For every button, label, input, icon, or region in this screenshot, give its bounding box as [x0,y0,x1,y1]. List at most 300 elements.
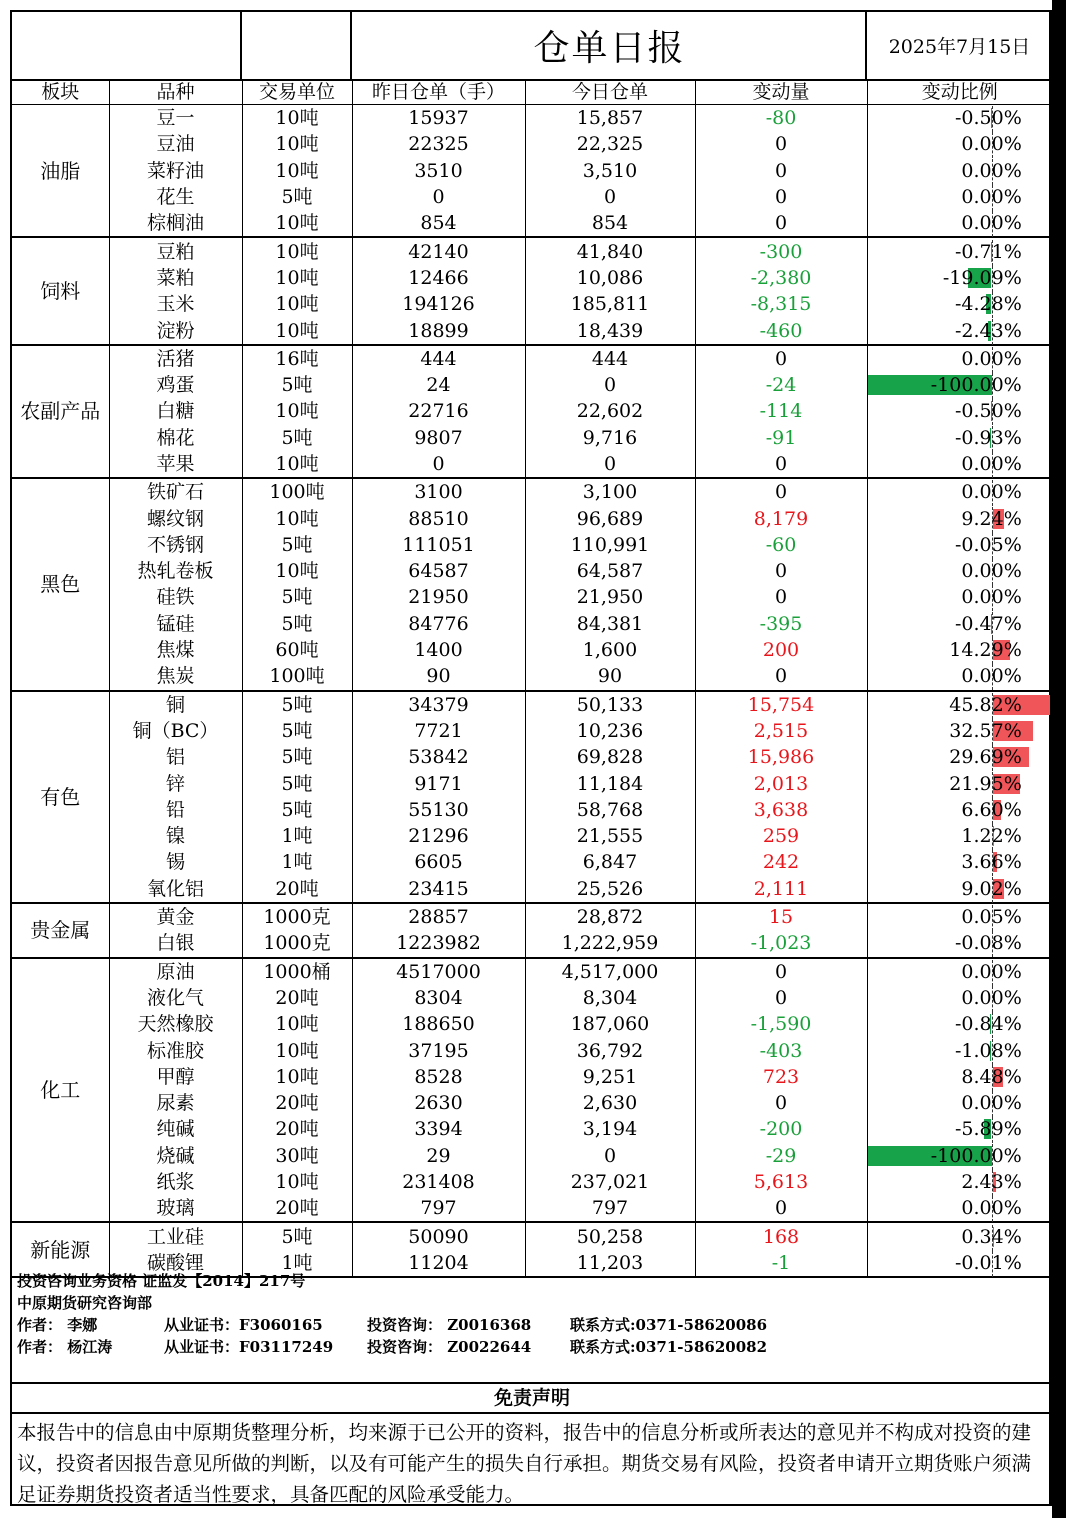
col-header-prev: 昨日仓单（手） [352,79,525,105]
variety-cell: 白糖 [109,398,242,424]
ratio-cell [867,345,1052,372]
change-cell: 0 [695,158,867,184]
today-cell: 21,950 [525,584,695,610]
ratio-cell [867,1195,1052,1222]
ratio-wrap [868,240,1053,264]
prev-cell: 797 [352,1195,525,1222]
prev-cell: 64587 [352,558,525,584]
unit-cell: 5吨 [242,770,352,796]
change-cell: 0 [695,958,867,985]
ratio-wrap [868,559,1053,583]
variety-cell: 焦煤 [109,637,242,663]
table-row [12,958,1052,985]
prev-cell: 0 [352,184,525,210]
col-header-unit: 交易单位 [242,79,352,105]
board-cell: 油脂 [12,105,109,238]
change-cell: 2,515 [695,718,867,744]
table-row [12,372,1052,398]
unit-cell: 5吨 [242,691,352,718]
ratio-text: 14.29% [949,639,1022,662]
author-1-advisory: 投资咨询： Z0016368 [367,1316,532,1334]
board-cell: 黑色 [12,478,109,690]
ratio-cell [867,1116,1052,1142]
table-row [12,451,1052,478]
variety-cell: 玉米 [109,291,242,317]
variety-cell: 硅铁 [109,584,242,610]
ratio-cell [867,797,1052,823]
ratio-wrap [868,1012,1053,1036]
ratio-text: -100.00% [930,1144,1022,1167]
ratio-wrap [868,612,1053,636]
variety-cell: 不锈钢 [109,532,242,558]
ratio-cell [867,876,1052,903]
prev-cell: 21950 [352,584,525,610]
ratio-cell [867,663,1052,690]
variety-cell: 碳酸锂 [109,1250,242,1277]
ratio-cell [867,158,1052,184]
board-cell: 饲料 [12,237,109,344]
ratio-wrap [868,266,1053,290]
table-body [12,105,1052,1278]
ratio-cell [867,849,1052,875]
table-row [12,663,1052,690]
ratio-wrap [868,585,1053,609]
variety-cell: 锌 [109,770,242,796]
table-row [12,398,1052,424]
change-cell: -200 [695,1116,867,1142]
ratio-cell [867,265,1052,291]
table-row [12,770,1052,796]
ratio-cell [867,691,1052,718]
change-cell: 0 [695,584,867,610]
variety-cell: 铝 [109,744,242,770]
table-row [12,611,1052,637]
dept-line: 中原期货研究咨询部 [17,1294,153,1312]
ratio-text: 0.00% [961,986,1022,1009]
change-cell: 259 [695,823,867,849]
ratio-wrap [868,1117,1053,1141]
unit-cell: 1吨 [242,823,352,849]
unit-cell: 10吨 [242,131,352,157]
ratio-text: -0.71% [954,240,1022,263]
prev-cell: 55130 [352,797,525,823]
change-cell: -403 [695,1037,867,1063]
prev-cell: 21296 [352,823,525,849]
unit-cell: 10吨 [242,265,352,291]
table-row [12,1116,1052,1142]
ratio-cell [867,425,1052,451]
ratio-cell [867,372,1052,398]
qualification-line: 投资咨询业务资格 证监发【2014】217号 [17,1272,306,1290]
today-cell: 3,510 [525,158,695,184]
table-row [12,985,1052,1011]
ratio-text: 0.00% [961,212,1022,235]
unit-cell: 1000桶 [242,958,352,985]
variety-cell: 活猪 [109,345,242,372]
change-cell: -29 [695,1143,867,1169]
variety-cell: 锰硅 [109,611,242,637]
unit-cell: 10吨 [242,158,352,184]
disclaimer-text: 本报告中的信息由中原期货整理分析，均来源于已公开的资料，报告中的信息分析或所表达的意见并不构成对投资的建议，投资者因报告意见所做的判断，以及有可能产生的损失自行承担。期货交易有风险，投资者申请开立期货账户须满足证券期货投资者适当性要求，具备匹配的风险承受能力。 [17,1421,1032,1506]
prev-cell: 12466 [352,265,525,291]
prev-cell: 23415 [352,876,525,903]
variety-cell: 豆油 [109,131,242,157]
ratio-wrap [868,931,1053,955]
table-row [12,131,1052,157]
change-cell: 723 [695,1064,867,1090]
prev-cell: 9807 [352,425,525,451]
ratio-wrap [868,1091,1053,1115]
variety-cell: 黄金 [109,903,242,930]
variety-cell: 铜 [109,691,242,718]
ratio-wrap [868,1251,1053,1275]
ratio-text: 2.43% [961,1171,1022,1194]
ratio-wrap [868,533,1053,557]
table-row [12,158,1052,184]
unit-cell: 10吨 [242,1169,352,1195]
ratio-text: -0.50% [954,400,1022,423]
prev-cell: 7721 [352,718,525,744]
ratio-text: 0.00% [961,159,1022,182]
ratio-cell [867,505,1052,531]
ratio-cell [867,1143,1052,1169]
ratio-cell [867,291,1052,317]
unit-cell: 5吨 [242,797,352,823]
unit-cell: 20吨 [242,876,352,903]
ratio-wrap [868,693,1053,717]
ratio-wrap [868,106,1053,130]
change-cell: 3,638 [695,797,867,823]
today-cell: 187,060 [525,1011,695,1037]
header-blank-cell [12,12,242,79]
variety-cell: 纸浆 [109,1169,242,1195]
prev-cell: 84776 [352,611,525,637]
prev-cell: 90 [352,663,525,690]
table-row [12,558,1052,584]
ratio-wrap [868,480,1053,504]
ratio-wrap [868,292,1053,316]
author-2-cert: 从业证书：F03117249 [164,1338,334,1356]
ratio-cell [867,210,1052,237]
today-cell: 15,857 [525,105,695,132]
variety-cell: 烧碱 [109,1143,242,1169]
variety-cell: 玻璃 [109,1195,242,1222]
ratio-text: 0.00% [961,665,1022,688]
ratio-wrap [868,986,1053,1010]
ratio-cell [867,237,1052,264]
unit-cell: 20吨 [242,985,352,1011]
ratio-wrap [868,399,1053,423]
today-cell: 110,991 [525,532,695,558]
ratio-cell [867,718,1052,744]
ratio-cell [867,930,1052,957]
table-row [12,584,1052,610]
ratio-wrap [868,719,1053,743]
prev-cell: 34379 [352,691,525,718]
unit-cell: 10吨 [242,1064,352,1090]
today-cell: 11,184 [525,770,695,796]
ratio-wrap [868,319,1053,343]
header-blank-cell [242,12,352,79]
today-cell: 58,768 [525,797,695,823]
prev-cell: 4517000 [352,958,525,985]
ratio-cell [867,1011,1052,1037]
today-cell: 22,602 [525,398,695,424]
ratio-text: -4.28% [954,293,1022,316]
change-cell: 0 [695,985,867,1011]
ratio-cell [867,903,1052,930]
unit-cell: 5吨 [242,744,352,770]
unit-cell: 5吨 [242,584,352,610]
variety-cell: 花生 [109,184,242,210]
today-cell: 96,689 [525,505,695,531]
ratio-cell [867,532,1052,558]
prev-cell: 22716 [352,398,525,424]
author-2-contact: 联系方式:0371-58620082 [570,1338,768,1356]
table-row [12,291,1052,317]
today-cell: 84,381 [525,611,695,637]
ratio-text: 21.95% [949,772,1022,795]
variety-cell: 螺纹钢 [109,505,242,531]
ratio-wrap [868,185,1053,209]
ratio-wrap [868,159,1053,183]
ratio-cell [867,985,1052,1011]
table-row [12,210,1052,237]
unit-cell: 100吨 [242,663,352,690]
change-cell: 0 [695,451,867,478]
ratio-cell [867,823,1052,849]
variety-cell: 菜籽油 [109,158,242,184]
table-row [12,184,1052,210]
ratio-text: 9.02% [961,877,1022,900]
ratio-cell [867,637,1052,663]
today-cell: 0 [525,372,695,398]
change-cell: 0 [695,1090,867,1116]
ratio-text: 0.00% [961,186,1022,209]
table-row [12,1143,1052,1169]
today-cell: 1,600 [525,637,695,663]
col-header-change: 变动量 [695,79,867,105]
ratio-cell [867,1037,1052,1063]
prev-cell: 28857 [352,903,525,930]
table-row [12,930,1052,957]
unit-cell: 10吨 [242,558,352,584]
change-cell: 2,111 [695,876,867,903]
ratio-text: 0.00% [961,960,1022,983]
report-header [12,12,1049,81]
prev-cell: 3394 [352,1116,525,1142]
table-row [12,849,1052,875]
ratio-wrap [868,960,1053,984]
board-cell: 新能源 [12,1222,109,1277]
variety-cell: 棉花 [109,425,242,451]
table-row [12,1169,1052,1195]
ratio-wrap [868,1065,1053,1089]
ratio-text: 0.00% [961,1197,1022,1220]
prev-cell: 3510 [352,158,525,184]
ratio-text: 0.00% [961,133,1022,156]
change-cell: 5,613 [695,1169,867,1195]
ratio-wrap [868,132,1053,156]
ratio-text: 0.00% [961,1092,1022,1115]
today-cell: 11,203 [525,1250,695,1277]
ratio-text: -0.50% [954,107,1022,130]
today-cell: 10,236 [525,718,695,744]
col-header-variety: 品种 [109,79,242,105]
prev-cell: 53842 [352,744,525,770]
prev-cell: 42140 [352,237,525,264]
ratio-text: 1.22% [961,825,1022,848]
unit-cell: 60吨 [242,637,352,663]
variety-cell: 鸡蛋 [109,372,242,398]
ratio-cell [867,1169,1052,1195]
table-row [12,532,1052,558]
table-row [12,317,1052,344]
table-row [12,876,1052,903]
board-cell: 有色 [12,691,109,903]
prev-cell: 0 [352,451,525,478]
change-cell: 242 [695,849,867,875]
table-row [12,105,1052,132]
ratio-cell [867,1064,1052,1090]
unit-cell: 10吨 [242,1037,352,1063]
prev-cell: 18899 [352,317,525,344]
ratio-text: 0.00% [961,347,1022,370]
change-cell: -1,023 [695,930,867,957]
ratio-cell [867,451,1052,478]
ratio-cell [867,184,1052,210]
ratio-text: -0.08% [954,932,1022,955]
change-cell: -80 [695,105,867,132]
ratio-text: 8.48% [961,1065,1022,1088]
prev-cell: 15937 [352,105,525,132]
variety-cell: 工业硅 [109,1222,242,1249]
unit-cell: 1000克 [242,930,352,957]
unit-cell: 5吨 [242,425,352,451]
change-cell: 0 [695,184,867,210]
table-header-row [12,79,1052,105]
ratio-text: -100.00% [930,374,1022,397]
ratio-cell [867,105,1052,132]
prev-cell: 854 [352,210,525,237]
variety-cell: 豆粕 [109,237,242,264]
today-cell: 21,555 [525,823,695,849]
change-cell: 0 [695,478,867,505]
ratio-wrap [868,211,1053,235]
prev-cell: 231408 [352,1169,525,1195]
ratio-wrap [868,664,1053,688]
author-2: 作者： 杨江涛 [17,1338,113,1356]
ratio-wrap [868,772,1053,796]
today-cell: 797 [525,1195,695,1222]
ratio-wrap [868,347,1053,371]
ratio-text: -5.89% [954,1118,1022,1141]
change-cell: -1 [695,1250,867,1277]
prev-cell: 22325 [352,131,525,157]
table-row [12,1011,1052,1037]
board-cell: 化工 [12,958,109,1223]
change-cell: -300 [695,237,867,264]
unit-cell: 10吨 [242,210,352,237]
ratio-wrap [868,745,1053,769]
ratio-cell [867,611,1052,637]
author-1-cert: 从业证书：F3060165 [164,1316,323,1334]
report-title: 仓单日报 [533,28,686,69]
ratio-cell [867,1250,1052,1277]
today-cell: 854 [525,210,695,237]
ratio-wrap [868,877,1053,901]
variety-cell: 镍 [109,823,242,849]
variety-cell: 铜（BC） [109,718,242,744]
ratio-cell [867,1222,1052,1249]
unit-cell: 10吨 [242,505,352,531]
col-header-ratio: 变动比例 [867,79,1052,105]
col-header-today: 今日仓单 [525,79,695,105]
today-cell: 0 [525,1143,695,1169]
change-cell: -60 [695,532,867,558]
report-sheet [10,10,1052,1506]
unit-cell: 10吨 [242,291,352,317]
prev-cell: 2630 [352,1090,525,1116]
change-cell: 0 [695,558,867,584]
ratio-text: 6.60% [961,798,1022,821]
table-row [12,823,1052,849]
ratio-text: -0.93% [954,426,1022,449]
prev-cell: 3100 [352,478,525,505]
unit-cell: 10吨 [242,105,352,132]
unit-cell: 5吨 [242,1222,352,1249]
today-cell: 25,526 [525,876,695,903]
report-date: 2025年7月15日 [888,36,1031,58]
change-cell: 0 [695,131,867,157]
ratio-text: 3.66% [961,851,1022,874]
ratio-wrap [868,1225,1053,1249]
unit-cell: 10吨 [242,398,352,424]
change-cell: 15 [695,903,867,930]
today-cell: 69,828 [525,744,695,770]
unit-cell: 1吨 [242,849,352,875]
unit-cell: 1吨 [242,1250,352,1277]
author-1: 作者： 李娜 [17,1316,98,1334]
prev-cell: 111051 [352,532,525,558]
ratio-text: -0.84% [954,1013,1022,1036]
change-cell: 0 [695,1195,867,1222]
ratio-cell [867,558,1052,584]
today-cell: 0 [525,451,695,478]
ratio-wrap [868,824,1053,848]
variety-cell: 液化气 [109,985,242,1011]
today-cell: 90 [525,663,695,690]
ratio-cell [867,1090,1052,1116]
today-cell: 64,587 [525,558,695,584]
unit-cell: 20吨 [242,1090,352,1116]
variety-cell: 铁矿石 [109,478,242,505]
today-cell: 1,222,959 [525,930,695,957]
ratio-wrap [868,1144,1053,1168]
variety-cell: 淀粉 [109,317,242,344]
today-cell: 50,258 [525,1222,695,1249]
variety-cell: 天然橡胶 [109,1011,242,1037]
change-cell: -2,380 [695,265,867,291]
variety-cell: 焦炭 [109,663,242,690]
prev-cell: 9171 [352,770,525,796]
prev-cell: 1223982 [352,930,525,957]
ratio-text: -2.43% [954,319,1022,342]
today-cell: 2,630 [525,1090,695,1116]
prev-cell: 24 [352,372,525,398]
ratio-text: 0.00% [961,453,1022,475]
unit-cell: 5吨 [242,611,352,637]
